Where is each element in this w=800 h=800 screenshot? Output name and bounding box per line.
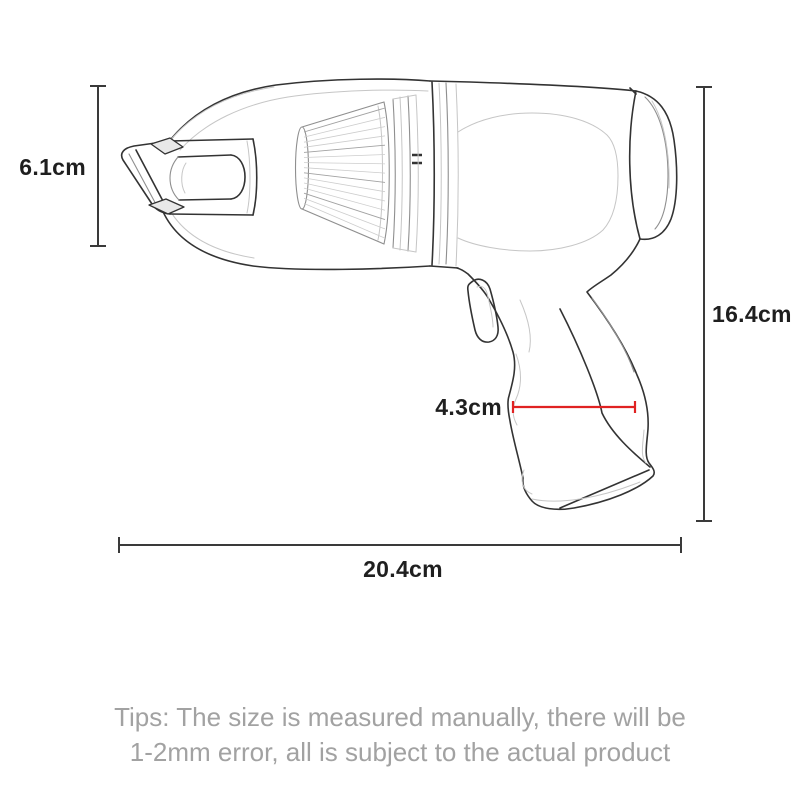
handle-width-label: 4.3cm bbox=[435, 394, 502, 420]
front-height-label: 6.1cm bbox=[19, 154, 86, 180]
filter-cone bbox=[296, 95, 419, 252]
total-length-label: 20.4cm bbox=[363, 556, 443, 582]
handle-width-dimension-line bbox=[513, 401, 635, 413]
front-height-dimension-line bbox=[90, 86, 106, 246]
total-height-dimension-line bbox=[696, 87, 712, 521]
total-length-dimension-line bbox=[119, 537, 681, 553]
tips-note bbox=[0, 700, 800, 770]
tips-line-1: Tips: The size is measured manually, there will be bbox=[114, 702, 686, 732]
dust-cup bbox=[161, 79, 448, 269]
filter-collar bbox=[393, 95, 418, 252]
trigger-button bbox=[468, 279, 498, 342]
handle bbox=[457, 239, 654, 509]
latch-mark-icon bbox=[412, 155, 422, 163]
nozzle bbox=[122, 138, 257, 215]
filter-pleats bbox=[304, 108, 385, 238]
total-height-label: 16.4cm bbox=[712, 301, 792, 327]
tips-line-2: 1-2mm error, all is subject to the actual product bbox=[129, 737, 671, 767]
back-cap bbox=[630, 88, 677, 239]
